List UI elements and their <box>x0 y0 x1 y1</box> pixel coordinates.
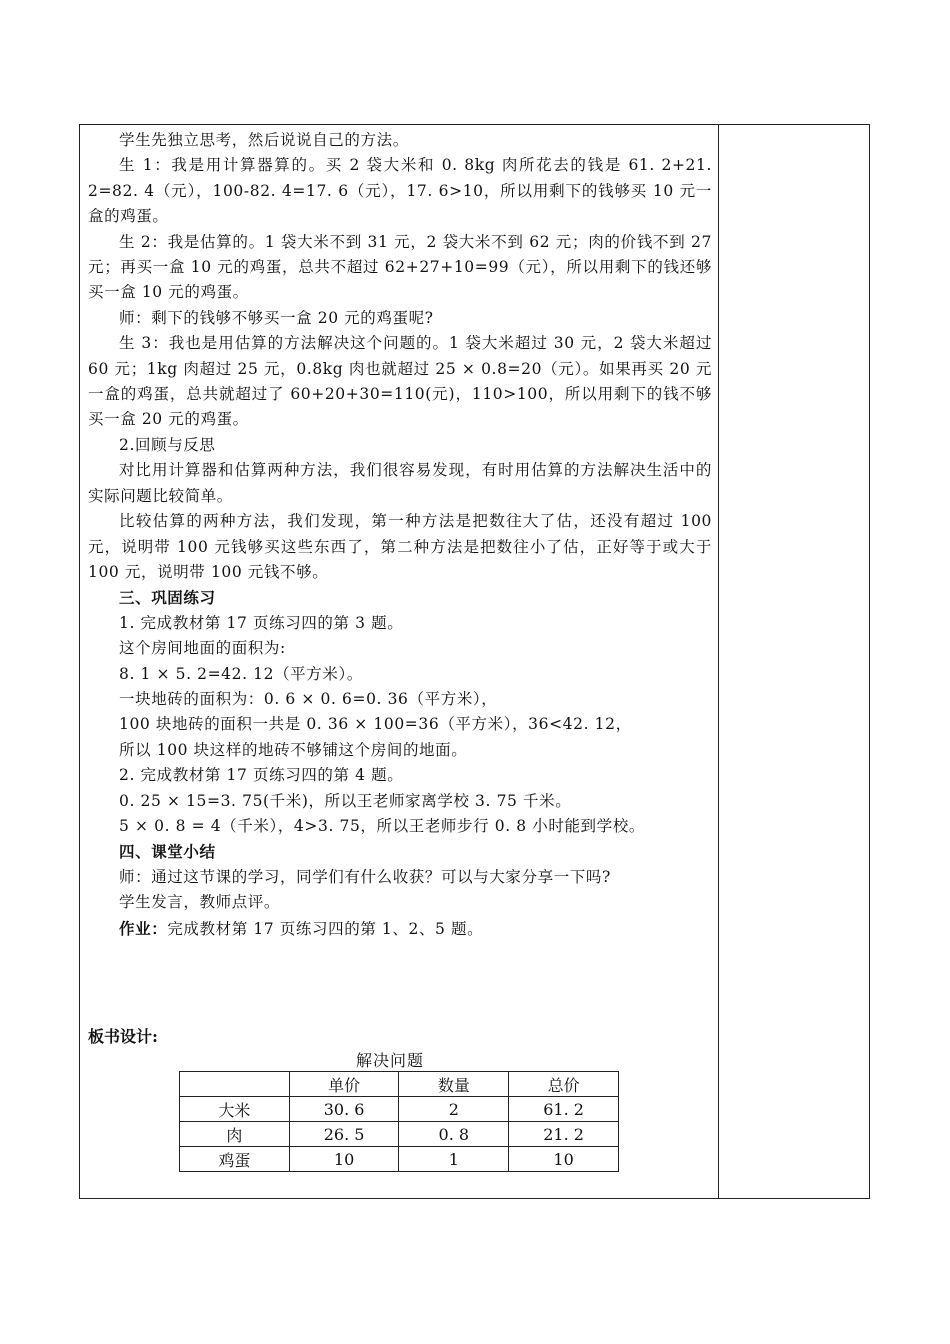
board-design-label: 板书设计: <box>88 1027 158 1046</box>
paragraph: 学生先独立思考，然后说说自己的方法。 <box>119 131 409 149</box>
board-table <box>179 1071 619 1172</box>
paragraph: 比较估算的两种方法，我们发现，第一种方法是把数往大了估，还没有超过 100 元，说明带 100 元钱够买这些东西了，第二种方法是把数往小了估，正好等于或大于 100 元，说明带 100 元钱不够。 <box>88 512 712 581</box>
students-line: 学生发言，教师点评。 <box>119 893 281 912</box>
table-cell: 大米 <box>180 1097 290 1122</box>
paragraph: 生 2：我是估算的。1 袋大米不到 31 元，2 袋大米不到 62 元；肉的价钱不到 27 元；再买一盒 10 元的鸡蛋，总共不超过 62+27+10=99（元），所以用剩下的钱还够买一盒 10 元的鸡蛋。 <box>88 232 712 302</box>
table-cell: 10 <box>509 1147 619 1172</box>
table-cell: 鸡蛋 <box>180 1147 290 1172</box>
table-header-row <box>180 1072 619 1097</box>
paragraph: 2.回顾与反思 <box>119 435 216 454</box>
exercise-line: 100 块地砖的面积一共是 0. 36 × 100=36（平方米），36<42. 12， <box>119 715 632 734</box>
board-caption: 解决问题 <box>356 1051 425 1070</box>
exercise-line: 一块地砖的面积为：0. 6 × 0. 6=0. 36（平方米）， <box>119 689 498 708</box>
table-cell: 肉 <box>180 1122 290 1147</box>
exercise-line: 这个房间地面的面积为: <box>119 639 286 658</box>
table-row <box>180 1097 619 1122</box>
paragraph: 师：剩下的钱够不够买一盒 20 元的鸡蛋呢? <box>119 308 434 327</box>
paragraph: 生 3：我也是用估算的方法解决这个问题的。1 袋大米超过 30 元，2 袋大米超过 60 元；1kg 肉超过 25 元，0.8kg 肉也就超过 25 × 0.8=20（元）。如果再买 20 元一盒的鸡蛋，总共就超过了 60+20+30=110(元)，110>100，所以用剩下的钱不够买一盒 20 元的鸡蛋。 <box>88 334 712 429</box>
table-cell: 61. 2 <box>509 1097 619 1122</box>
exercise-line: 0. 25 × 15=3. 75(千米)，所以王老师家离学校 3. 75 千米。 <box>119 791 572 810</box>
header-cell: 总价 <box>509 1072 619 1097</box>
table-cell: 26. 5 <box>289 1122 399 1147</box>
section4-heading: 四、课堂小结 <box>119 842 216 862</box>
table-cell: 30. 6 <box>289 1097 399 1122</box>
header-cell <box>180 1072 290 1097</box>
homework-line <box>88 916 712 942</box>
homework-label: 作业： <box>119 918 168 938</box>
table-cell: 0. 8 <box>399 1122 509 1147</box>
table-cell: 2 <box>399 1097 509 1122</box>
table-row <box>180 1122 619 1147</box>
table-cell: 21. 2 <box>509 1122 619 1147</box>
section3-heading: 三、巩固练习 <box>119 588 216 608</box>
exercise-line: 5 × 0. 8 = 4（千米），4>3. 75，所以王老师步行 0. 8 小时能到学校。 <box>119 816 645 835</box>
paragraph: 生 1：我是用计算器算的。买 2 袋大米和 0. 8kg 肉所花去的钱是 61. 2+21. 2=82. 4（元），100-82. 4=17. 6（元），17. 6>10，所以用剩下的钱够买 10 元一盒的鸡蛋。 <box>88 156 712 226</box>
table-cell: 10 <box>289 1147 399 1172</box>
exercise-line: 8. 1 × 5. 2=42. 12（平方米）。 <box>119 664 363 683</box>
exercise-line: 所以 100 块这样的地砖不够铺这个房间的地面。 <box>119 740 468 759</box>
homework-text: 完成教材第 17 页练习四的第 1、2、5 题。 <box>167 919 484 938</box>
teacher-line: 师：通过这节课的学习，同学们有什么收获？可以与大家分享一下吗? <box>119 867 611 886</box>
exercise-line: 2. 完成教材第 17 页练习四的第 4 题。 <box>119 766 404 785</box>
column-divider <box>718 124 719 1199</box>
lesson-content <box>88 128 712 942</box>
exercise-line: 1. 完成教材第 17 页练习四的第 3 题。 <box>119 613 404 632</box>
table-cell: 1 <box>399 1147 509 1172</box>
paragraph: 对比用计算器和估算两种方法，我们很容易发现，有时用估算的方法解决生活中的实际问题比较简单。 <box>88 461 712 505</box>
header-cell: 数量 <box>399 1072 509 1097</box>
header-cell: 单价 <box>289 1072 399 1097</box>
table-row <box>180 1147 619 1172</box>
